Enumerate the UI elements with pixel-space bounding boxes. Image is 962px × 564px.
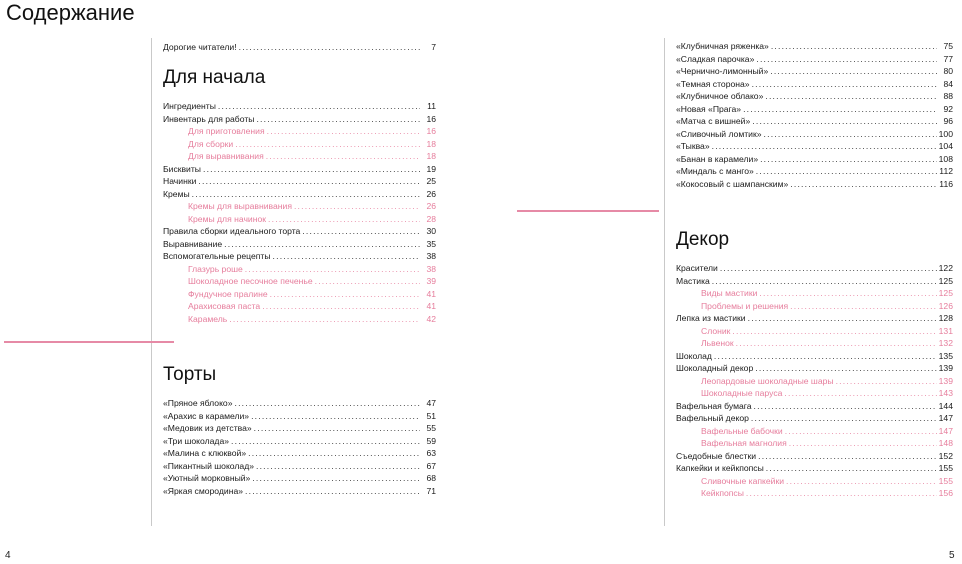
dot-leader — [714, 350, 937, 363]
toc-subentry[interactable] — [163, 313, 436, 326]
dot-leader — [252, 472, 420, 485]
dot-leader — [746, 487, 937, 500]
toc-entry-page: 131 — [938, 325, 953, 336]
dot-leader — [758, 450, 937, 463]
dot-leader — [245, 263, 420, 276]
dot-leader — [315, 275, 420, 288]
toc-entry-page: 144 — [938, 400, 953, 411]
dot-leader — [198, 175, 420, 188]
toc-entry-page: 116 — [939, 178, 953, 189]
toc-entry-title: «Новая «Прага» — [676, 103, 742, 114]
toc-entry[interactable] — [676, 40, 953, 53]
toc-entry-page: 152 — [938, 450, 953, 461]
toc-entry-title: «Пряное яблоко» — [163, 398, 233, 408]
toc-entry-title: «Уютный морковный» — [163, 473, 251, 483]
dot-leader — [248, 447, 420, 460]
toc-entry-title: Вафельный декор — [676, 413, 749, 423]
toc-entry-page: 148 — [938, 438, 953, 448]
dot-leader — [748, 312, 937, 325]
toc-entry-page: 16 — [426, 113, 436, 124]
toc-entry-title: «Пикантный шоколад» — [163, 460, 254, 471]
dot-leader — [256, 460, 420, 473]
toc-entry-title: Проблемы и решения — [701, 300, 789, 311]
toc-entry-page: 147 — [938, 425, 953, 436]
toc-entry-title: «Клубничное облако» — [676, 91, 764, 101]
toc-entry-title: Кремы для выравнивания — [188, 201, 292, 211]
toc-subentry[interactable] — [676, 337, 953, 350]
toc-entry[interactable] — [163, 485, 436, 498]
toc-subentry[interactable] — [163, 150, 436, 163]
toc-entry[interactable] — [163, 435, 436, 448]
toc-entry-title: «Сливочный ломтик» — [676, 128, 762, 139]
toc-entry-page: 126 — [938, 300, 953, 311]
section-heading-start: Для начала — [163, 67, 266, 88]
toc-subentry[interactable] — [676, 375, 953, 388]
toc-entry-title: Дорогие читатели! — [163, 42, 237, 52]
toc-entry-title: «Малина с клюквой» — [163, 448, 247, 458]
toc-entry-title: Шоколадный декор — [676, 363, 754, 373]
toc-entry[interactable] — [163, 238, 436, 251]
toc-subentry[interactable] — [676, 475, 953, 488]
toc-entry-page: 75 — [943, 41, 953, 51]
dot-leader — [234, 397, 420, 410]
toc-entry-page: 155 — [938, 475, 953, 486]
toc-entry[interactable] — [676, 178, 953, 191]
toc-entry-page: 39 — [426, 276, 436, 286]
toc-entry[interactable] — [163, 447, 436, 460]
toc-entry-page: 7 — [431, 42, 436, 52]
toc-entry-page: 139 — [938, 363, 953, 373]
toc-entry[interactable] — [163, 397, 436, 410]
dot-leader — [256, 113, 420, 126]
toc-entry[interactable] — [676, 450, 953, 463]
toc-entry-title: Начинки — [163, 176, 197, 186]
toc-entry-title: «Три шоколада» — [163, 435, 230, 446]
toc-entry-title: Вафельная бумага — [676, 400, 752, 411]
toc-entry-page: 18 — [426, 151, 436, 161]
toc-entry-title: «Медовик из детства» — [163, 423, 252, 433]
toc-entry-title: «Матча с вишней» — [676, 116, 751, 126]
section-heading-decor: Декор — [676, 229, 730, 250]
toc-entry-page: 156 — [938, 488, 953, 498]
dot-leader — [267, 125, 420, 138]
toc-entry[interactable] — [676, 65, 953, 78]
dot-leader — [786, 475, 937, 488]
toc-entry[interactable] — [163, 472, 436, 485]
toc-entry[interactable] — [163, 188, 436, 201]
toc-entry-title: Леопардовые шоколадные шары — [701, 375, 834, 386]
dot-leader — [720, 262, 937, 275]
toc-entry[interactable] — [163, 163, 436, 176]
page-title: Содержание — [6, 0, 135, 25]
toc-entry-page: 80 — [943, 66, 953, 76]
toc-entry-page: 47 — [426, 398, 436, 408]
toc-subentry[interactable] — [676, 437, 953, 450]
toc-entry-title: Ингредиенты — [163, 101, 216, 111]
dot-leader — [785, 425, 937, 438]
toc-subentry[interactable] — [163, 275, 436, 288]
toc-entry[interactable] — [676, 78, 953, 91]
dot-leader — [294, 200, 420, 213]
toc-entry[interactable] — [676, 362, 953, 375]
toc-entry-title: Лепка из мастики — [676, 313, 746, 323]
toc-entry-page: 42 — [426, 313, 436, 324]
dot-leader — [751, 412, 937, 425]
toc-entry-title: Шоколадные паруса — [701, 388, 783, 398]
toc-entry-title: Кейкпопсы — [701, 488, 744, 498]
toc-entry-title: Инвентарь для работы — [163, 113, 255, 124]
dot-leader — [268, 213, 420, 226]
toc-entry[interactable] — [163, 410, 436, 423]
toc-entry-page: 25 — [426, 176, 436, 186]
right-column-rule — [664, 38, 665, 526]
toc-entry[interactable] — [676, 400, 953, 413]
dot-leader — [736, 337, 937, 350]
toc-entry[interactable] — [163, 225, 436, 238]
dot-leader — [766, 462, 937, 475]
toc-entry-page: 108 — [938, 153, 953, 164]
dot-leader — [790, 178, 937, 191]
accent-rule-right — [517, 210, 659, 212]
dot-leader — [790, 300, 936, 313]
toc-entry-page: 26 — [426, 188, 436, 199]
toc-entry-title: «Темная сторона» — [676, 78, 750, 89]
toc-entry-title: Сливочные капкейки — [701, 475, 785, 486]
toc-entry-title: Виды мастики — [701, 288, 758, 298]
toc-entry-page: 67 — [426, 460, 436, 471]
toc-entry-page: 143 — [938, 388, 953, 398]
dot-leader — [231, 435, 420, 448]
toc-entry-title: «Банан в карамели» — [676, 153, 759, 164]
toc-entry-page: 92 — [943, 103, 953, 114]
dot-leader — [732, 325, 936, 338]
toc-entry-page: 125 — [938, 275, 953, 286]
toc-entry[interactable] — [163, 175, 436, 188]
toc-entry[interactable] — [676, 140, 953, 153]
toc-subentry[interactable] — [676, 487, 953, 500]
toc-subentry[interactable] — [676, 425, 953, 438]
dot-leader — [743, 103, 937, 116]
dot-leader — [229, 313, 420, 326]
toc-entry-title: «Тыква» — [676, 141, 710, 151]
dot-leader — [756, 165, 937, 178]
toc-entry[interactable] — [676, 275, 953, 288]
dot-leader — [235, 138, 420, 151]
toc-entry[interactable] — [676, 90, 953, 103]
left-column-rule — [151, 38, 152, 526]
toc-entry-page: 35 — [426, 238, 436, 249]
dot-leader — [836, 375, 937, 388]
page-number-left: 4 — [5, 550, 11, 561]
toc-entry-page: 96 — [943, 116, 953, 126]
toc-subentry[interactable] — [676, 300, 953, 313]
dot-leader — [273, 250, 420, 263]
toc-entry-page: 41 — [426, 288, 436, 299]
toc-entry-title: Капкейки и кейкпопсы — [676, 463, 764, 473]
toc-subentry[interactable] — [676, 387, 953, 400]
dot-leader — [270, 288, 420, 301]
toc-entry-page: 38 — [426, 263, 436, 274]
dot-leader — [218, 100, 420, 113]
toc-subentry[interactable] — [163, 200, 436, 213]
toc-entry-title: Шоколадное песочное печенье — [188, 276, 313, 286]
toc-entry-page: 155 — [938, 463, 953, 473]
toc-entry-page: 38 — [426, 251, 436, 261]
toc-entry[interactable] — [676, 412, 953, 425]
toc-entry-page: 30 — [426, 226, 436, 236]
accent-rule-left — [4, 341, 174, 343]
toc-entry[interactable] — [676, 115, 953, 128]
toc-entry-page: 16 — [426, 126, 436, 136]
dot-leader — [753, 400, 936, 413]
toc-entry-title: Шоколад — [676, 350, 712, 361]
toc-entry-title: Для приготовления — [188, 126, 265, 136]
toc-entry-page: 104 — [938, 141, 953, 151]
toc-entry[interactable] — [676, 462, 953, 475]
dot-leader — [239, 41, 420, 54]
toc-entry-page: 77 — [943, 53, 953, 64]
toc-subentry[interactable] — [163, 213, 436, 226]
toc-entry[interactable] — [676, 153, 953, 166]
toc-entry-title: «Сладкая парочка» — [676, 53, 755, 64]
toc-entry-page: 19 — [426, 163, 436, 174]
toc-entry-title: Слоник — [701, 325, 731, 336]
toc-entry-page: 132 — [938, 338, 953, 348]
toc-subentry[interactable] — [163, 138, 436, 151]
toc-entry-page: 63 — [426, 448, 436, 458]
dot-leader — [262, 300, 420, 313]
toc-entry-page: 147 — [938, 413, 953, 423]
dot-leader — [203, 163, 420, 176]
toc-entry-page: 26 — [426, 201, 436, 211]
toc-entry[interactable] — [163, 460, 436, 473]
toc-right-cakes — [676, 40, 953, 190]
toc-entry[interactable] — [676, 128, 953, 141]
toc-entry-page: 41 — [426, 301, 436, 311]
toc-subentry[interactable] — [163, 263, 436, 276]
dot-leader — [784, 387, 936, 400]
dot-leader — [266, 150, 420, 163]
dot-leader — [764, 128, 937, 141]
toc-entry-title: Глазурь роше — [188, 263, 243, 274]
dot-leader — [302, 225, 420, 238]
dot-leader — [251, 410, 420, 423]
dot-leader — [771, 40, 937, 53]
toc-entry-title: Для выравнивания — [188, 151, 264, 161]
toc-subentry[interactable] — [163, 125, 436, 138]
toc-entry[interactable] — [676, 312, 953, 325]
toc-entry-page: 125 — [938, 288, 953, 298]
toc-entry-page: 28 — [426, 213, 436, 224]
toc-entry-page: 55 — [426, 423, 436, 433]
toc-entry[interactable] — [163, 41, 436, 54]
toc-entry-title: Фундучное пралине — [188, 288, 268, 299]
toc-entry-page: 88 — [943, 91, 953, 101]
toc-entry-title: «Клубничная ряженка» — [676, 41, 769, 51]
toc-entry-title: Вафельная магнолия — [701, 438, 787, 448]
toc-entry-page: 84 — [943, 78, 953, 89]
toc-left-start — [163, 100, 436, 325]
dot-leader — [712, 140, 937, 153]
toc-entry[interactable] — [163, 100, 436, 113]
toc-subentry[interactable] — [163, 288, 436, 301]
toc-entry-page: 128 — [938, 313, 953, 323]
section-heading-cakes: Торты — [163, 364, 217, 385]
dot-leader — [759, 287, 936, 300]
dot-leader — [752, 78, 937, 91]
toc-entry-title: Вспомогательные рецепты — [163, 251, 271, 261]
toc-entry-title: «Чернично-лимонный» — [676, 66, 769, 76]
toc-entry-page: 135 — [938, 350, 953, 361]
toc-entry-title: Арахисовая паста — [188, 301, 261, 311]
dot-leader — [789, 437, 937, 450]
toc-entry-page: 18 — [426, 138, 436, 149]
toc-entry-title: Львенок — [701, 338, 734, 348]
toc-entry[interactable] — [163, 250, 436, 263]
page-number-right: 5 — [949, 550, 955, 561]
toc-entry-page: 139 — [938, 375, 953, 386]
toc-subentry[interactable] — [676, 287, 953, 300]
toc-entry-page: 112 — [939, 166, 953, 176]
dot-leader — [765, 90, 937, 103]
toc-left-intro — [163, 41, 436, 54]
toc-entry-title: «Яркая смородина» — [163, 485, 244, 496]
toc-entry-title: Карамель — [188, 313, 228, 324]
toc-entry-page: 11 — [427, 101, 436, 111]
toc-right-decor — [676, 262, 953, 500]
toc-entry-page: 100 — [938, 128, 953, 139]
toc-left-cakes — [163, 397, 436, 497]
toc-entry-page: 51 — [426, 410, 436, 421]
toc-entry-title: «Кокосовый с шампанским» — [676, 178, 789, 189]
toc-entry-title: Кремы для начинок — [188, 213, 267, 224]
toc-entry-page: 59 — [426, 435, 436, 446]
toc-entry-title: Кремы — [163, 188, 190, 199]
dot-leader — [756, 53, 937, 66]
toc-subentry[interactable] — [163, 300, 436, 313]
dot-leader — [254, 422, 420, 435]
dot-leader — [224, 238, 420, 251]
dot-leader — [755, 362, 936, 375]
dot-leader — [752, 115, 937, 128]
dot-leader — [712, 275, 937, 288]
toc-entry-title: Мастика — [676, 275, 710, 286]
toc-entry-title: Красители — [676, 263, 718, 273]
toc-entry-title: Бисквиты — [163, 163, 201, 174]
toc-entry-page: 68 — [426, 473, 436, 483]
toc-entry-title: Съедобные блестки — [676, 450, 757, 461]
dot-leader — [760, 153, 937, 166]
toc-entry-title: «Миндаль с манго» — [676, 166, 754, 176]
toc-entry[interactable] — [676, 165, 953, 178]
dot-leader — [245, 485, 420, 498]
toc-entry-title: Правила сборки идеального торта — [163, 226, 301, 236]
toc-entry[interactable] — [676, 350, 953, 363]
toc-entry-title: Выравнивание — [163, 238, 223, 249]
toc-entry[interactable] — [676, 262, 953, 275]
dot-leader — [192, 188, 420, 201]
toc-entry[interactable] — [676, 103, 953, 116]
toc-entry[interactable] — [163, 422, 436, 435]
dot-leader — [770, 65, 937, 78]
toc-entry-title: Вафельные бабочки — [701, 425, 783, 436]
toc-entry-page: 71 — [426, 485, 436, 496]
toc-entry-title: Для сборки — [188, 138, 234, 149]
toc-entry-title: «Арахис в карамели» — [163, 410, 250, 421]
toc-entry[interactable] — [676, 53, 953, 66]
toc-subentry[interactable] — [676, 325, 953, 338]
toc-entry-page: 122 — [938, 263, 953, 273]
toc-entry[interactable] — [163, 113, 436, 126]
